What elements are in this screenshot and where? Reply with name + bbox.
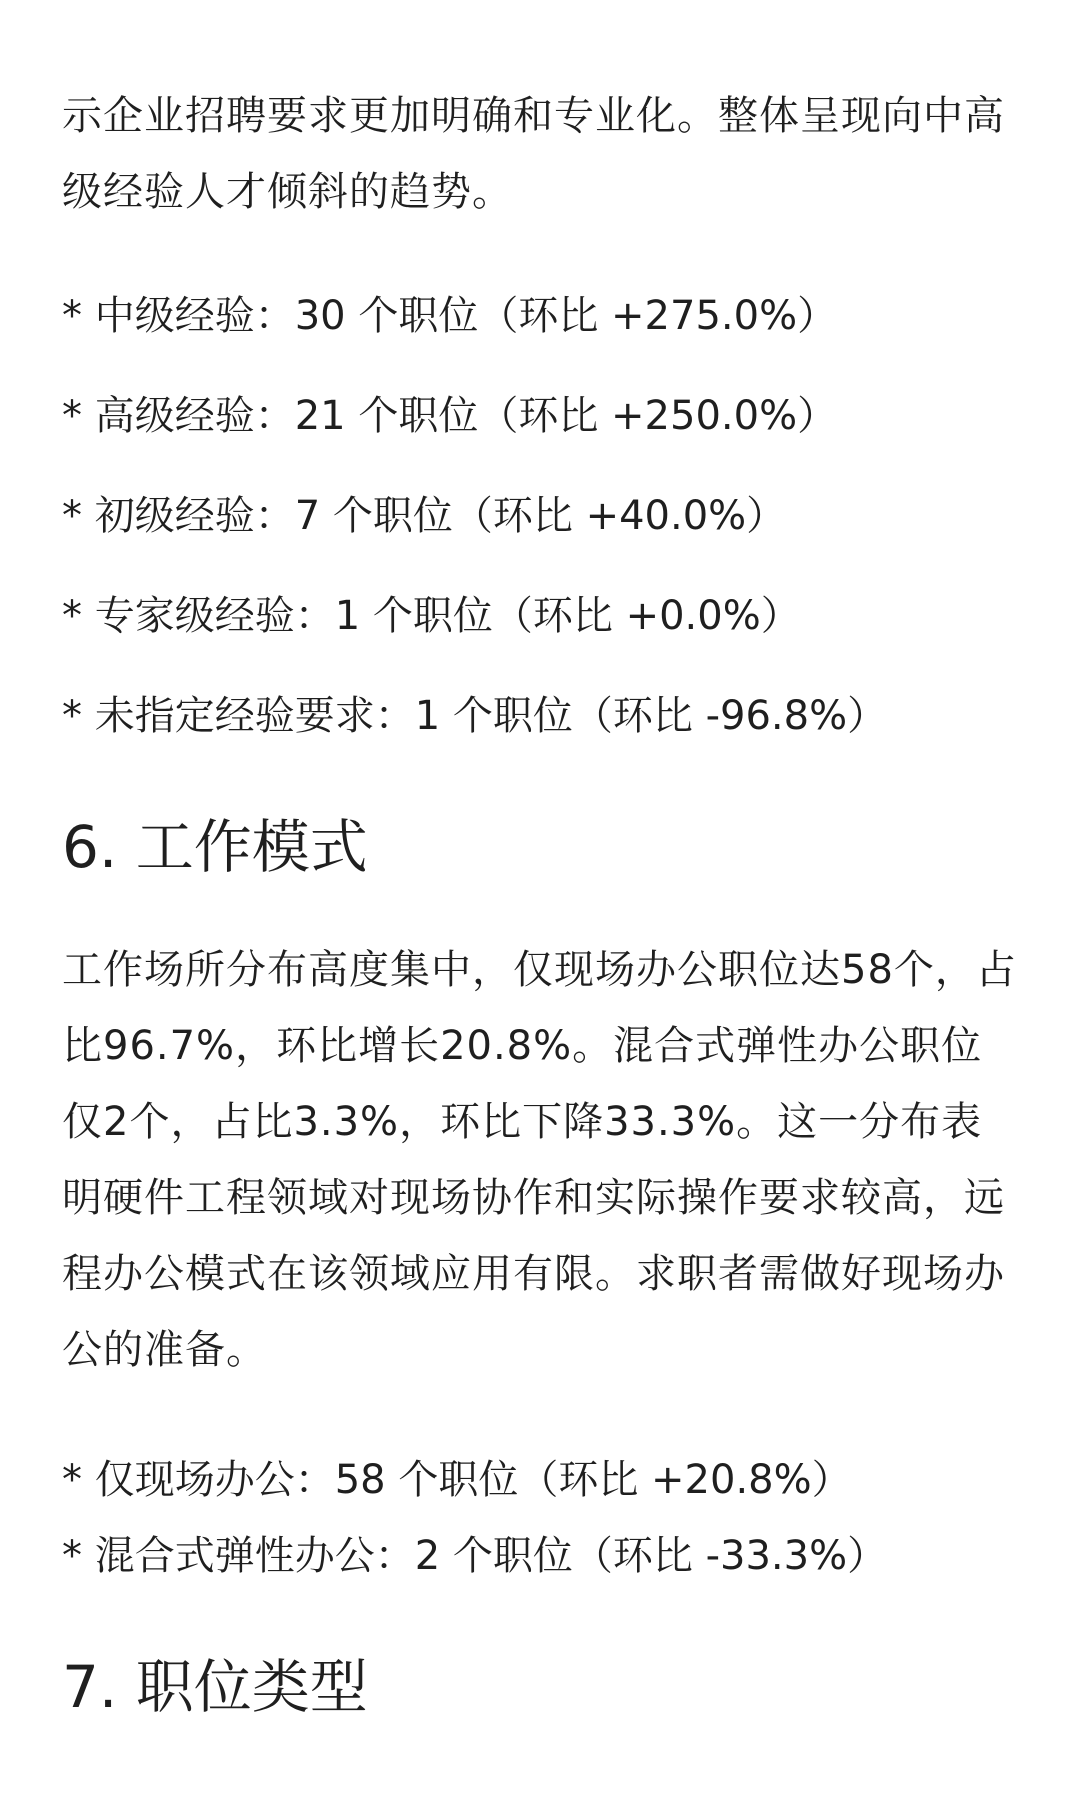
- section-6-paragraph: 工作场所分布高度集中，仅现场办公职位达58个，占比96.7%，环比增长20.8%。混合式弹性办公职位仅2个，占比3.3%，环比下降33.3%。这一分布表明硬件工程领域对现场协作和实际操作要求较高，远程办公模式在该领域应用有限。求职者需做好现场办公的准备。: [62, 947, 1017, 1373]
- experience-item-expert: * 专家级经验：1 个职位（环比 +0.0%）: [62, 593, 801, 639]
- work-mode-item-onsite: * 仅现场办公：58 个职位（环比 +20.8%）: [62, 1457, 852, 1503]
- section-6-heading: 6. 工作模式: [62, 813, 368, 881]
- experience-item-unspecified: * 未指定经验要求：1 个职位（环比 -96.8%）: [62, 693, 888, 739]
- work-mode-item-hybrid: * 混合式弹性办公：2 个职位（环比 -33.3%）: [62, 1533, 888, 1579]
- section-7-heading: 7. 职位类型: [62, 1653, 368, 1721]
- intro-paragraph: 示企业招聘要求更加明确和专业化。整体呈现向中高级经验人才倾斜的趋势。: [62, 93, 1005, 215]
- experience-item-junior: * 初级经验：7 个职位（环比 +40.0%）: [62, 493, 787, 539]
- experience-item-mid: * 中级经验：30 个职位（环比 +275.0%）: [62, 293, 838, 339]
- experience-item-senior: * 高级经验：21 个职位（环比 +250.0%）: [62, 393, 838, 439]
